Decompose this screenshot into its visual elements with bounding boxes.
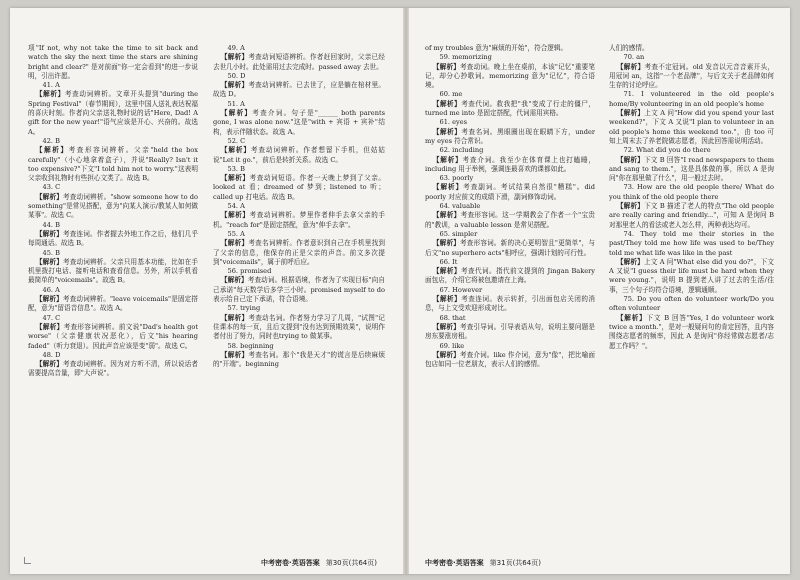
page-footer-right bbox=[425, 558, 541, 568]
analysis-label: 【解析】 bbox=[220, 350, 249, 359]
answer-column-3 bbox=[425, 44, 595, 556]
answer-number: 71. I volunteered in the old people's home/By volunteering in an old people's home bbox=[609, 90, 774, 108]
answer-number: 44. B bbox=[42, 220, 60, 229]
explanation-paragraph: 【解析】考查动词辨析。"leave voicemails"是固定搭配，意为"留语音信息"。故选 A。 bbox=[28, 295, 198, 313]
crop-mark bbox=[24, 557, 31, 564]
answer-number: 58. beginning bbox=[227, 341, 274, 350]
explanation-paragraph: 【解析】考查动词。晚上坐在桌前，本该"记忆"重要笔记，却分心抄歌词。memorizing 意为"记忆"，符合语境。 bbox=[425, 62, 595, 90]
explanation-paragraph: 【解析】上文 A 问"What else did you do?"，下文 A 又说"I guess their life must be hard when they were young."，说明 B 提到老人讲了过去的生活/往事，三个句子均符合语境，逻辑通顺。 bbox=[609, 257, 774, 294]
analysis-label: 【解析】 bbox=[432, 239, 461, 248]
analysis-label: 【解析】 bbox=[616, 62, 645, 71]
answer-number: 51. A bbox=[227, 99, 245, 108]
explanation-paragraph: 【解析】考查动词。根据语境，作者为了实现目标"向自己承诺"每天数学后多学三小时。promised myself to do 表示给自己定下承诺，符合语境。 bbox=[213, 276, 385, 304]
right-page bbox=[409, 8, 790, 574]
explanation-paragraph: 【解析】考查副词。考试结果自然很"糟糕"。did poorly 对应前文的成绩下滑，副词修饰动词。 bbox=[425, 183, 595, 201]
answer-number: 43. C bbox=[42, 183, 61, 192]
explanation-paragraph: 【解析】考查动词辨析。已去世了，应是躺在棺材里。故选 D。 bbox=[213, 81, 385, 99]
answer-number: 56. promised bbox=[227, 267, 272, 276]
analysis-label: 【解析】 bbox=[220, 313, 249, 322]
answer-number: 62. including bbox=[439, 146, 484, 155]
explanation-paragraph: 【解析】上文 A 问"How did you spend your last weekend?"，下文 A 又说"I plan to volunteer in an old people's home this weekend too."，由 too 可知上周末去了养老院做志愿者，因此回答需说明活动。 bbox=[609, 109, 774, 145]
answer-column-1 bbox=[28, 44, 198, 556]
explanation-paragraph: 【解析】考查动词辨析。文章开头提到"during the Spring Festival"（春节期间），这里中国人送礼表达祝福的喜庆时刻。作者向父亲送礼物时说的话"Here, Dad! A gift for the new year!"语气应该是开心、兴奋的。故选 A。 bbox=[28, 90, 198, 136]
explanation-paragraph: 【解析】考查形容词辨析。前文说"Dad's health got worse"（父亲健康状况恶化），后文"his hearing faded"（听力衰退）。因此声音应该是变"弱"。故选 C。 bbox=[28, 322, 198, 350]
explanation-paragraph: 人们的感情。 bbox=[609, 44, 649, 52]
analysis-label: 【解析】 bbox=[432, 62, 461, 71]
analysis-label: 【解析】 bbox=[35, 322, 64, 331]
explanation-paragraph: 【解析】考查引导词。引导表语从句，说明主要问题是房东要涨房租。 bbox=[425, 322, 595, 341]
answer-number: 42. B bbox=[42, 136, 60, 145]
answer-number: 74. They told me their stories in the past/They told me how life was used to be/They told me what life was like in the past bbox=[609, 229, 774, 257]
analysis-label: 【解析】 bbox=[616, 155, 644, 164]
answer-number: 50. D bbox=[227, 71, 246, 80]
analysis-label: 【解析】 bbox=[220, 211, 250, 220]
answer-number: 75. Do you often do volunteer work/Do you often volunteer bbox=[609, 295, 774, 313]
answer-number: 59. memorizing bbox=[439, 53, 492, 62]
analysis-label: 【解析】 bbox=[35, 229, 63, 238]
analysis-label: 【解析】 bbox=[220, 109, 253, 118]
answer-number: 61. eyes bbox=[439, 118, 468, 127]
answer-number: 66. It bbox=[439, 257, 458, 266]
analysis-label: 【解析】 bbox=[220, 276, 248, 285]
left-page bbox=[10, 8, 403, 574]
explanation-paragraph: 【解析】考查不定冠词。old 发音以元音音素开头，用冠词 an，这指"一个老品牌"，与后文关于老品牌如何生存的讨论呼应。 bbox=[609, 62, 774, 90]
explanation-paragraph: 【解析】下文 B 回答"I read newspapers to them and sang to them."，这是具体做的事，所以 A 是询问"你在那里做了什么"，用一般过去时。 bbox=[609, 155, 774, 183]
answer-column-2 bbox=[213, 44, 385, 556]
answer-number: 63. poorly bbox=[439, 174, 474, 183]
answer-number: 53. B bbox=[227, 164, 245, 173]
explanation-paragraph: 项"If not, why not take the time to sit back and watch the sky the next time the stars are shining bright and clear?" 是对前面"你一定会看到"的进一步说明，引出许愿。 bbox=[28, 44, 198, 80]
footer-title: 中考密卷·英语答案 bbox=[425, 559, 484, 567]
explanation-paragraph: 【解析】考查动词短语。作者一天晚上梦到了父亲。looked at 看；dreamed of 梦到；listened to 听；called up 打电话。故选 B。 bbox=[213, 174, 385, 201]
analysis-label: 【解析】 bbox=[432, 295, 462, 304]
explanation-paragraph: 【解析】考查介词。我至少在体育课上也打瞌睡，including 用于举例，强调连最喜欢的课都如此。 bbox=[425, 155, 595, 173]
analysis-label: 【解析】 bbox=[432, 127, 462, 136]
analysis-label: 【解析】 bbox=[616, 257, 644, 266]
answer-number: 55. A bbox=[227, 229, 245, 238]
analysis-label: 【解析】 bbox=[35, 90, 65, 99]
analysis-label: 【解析】 bbox=[220, 239, 249, 248]
page-footer-left bbox=[261, 558, 377, 568]
analysis-label: 【解析】 bbox=[35, 257, 63, 266]
analysis-label: 【解析】 bbox=[432, 211, 461, 220]
answer-number: 52. C bbox=[227, 136, 246, 145]
explanation-paragraph: 【解析】考查动名词。作者努力学习了几周，"试图"记住课本的每一页，且后文提到"没有达到预期效果"，说明作者付出了努力，同时也trying to 做某事。 bbox=[213, 313, 385, 341]
analysis-label: 【解析】 bbox=[35, 146, 69, 155]
answer-number: 64. valuable bbox=[439, 202, 481, 211]
explanation-paragraph: 【解析】考查形容词辨析。父亲"held the box carefully"（小心地拿着盒子），并说"Really? Isn't it too expensive?"下文"I told him not to worry."这表明父亲收到礼物时有些担心文类了。故选 B。 bbox=[28, 146, 198, 183]
answer-number: 69. like bbox=[439, 341, 465, 350]
analysis-label: 【解析】 bbox=[432, 99, 462, 108]
analysis-label: 【解析】 bbox=[432, 183, 464, 192]
answer-number: 67. However bbox=[439, 285, 483, 294]
answer-number: 65. simpler bbox=[439, 229, 478, 238]
analysis-label: 【解析】 bbox=[432, 267, 461, 276]
footer-page-number: 第31页(共64页) bbox=[489, 559, 541, 567]
explanation-paragraph: 【解析】考查介词。句子是"______ both parents gone, I was alone now."这是"with + 宾语 + 宾补"结构，表示伴随状态。故选 A。 bbox=[213, 109, 385, 136]
explanation-paragraph: 【解析】下文 B 描述了老人的特点"The old people are really caring and friendly..."，可知 A 是询问 B 对那里老人的看法或老人怎么样，两种表达均可。 bbox=[609, 202, 774, 229]
footer-page-number: 第30页(共64页) bbox=[325, 559, 377, 567]
explanation-paragraph: 【解析】考查动词辨析。因为对方听不清，所以说话者需要提高音量，即"大声说"。 bbox=[28, 360, 198, 378]
answer-number: 48. D bbox=[42, 350, 61, 359]
answer-number: 47. C bbox=[42, 313, 61, 322]
analysis-label: 【解析】 bbox=[432, 350, 460, 359]
answer-number: 41. A bbox=[42, 81, 60, 90]
explanation-paragraph: 【解析】考查动词辨析。"show someone how to do something"是常见搭配，意为"向某人演示/教某人如何做某事"。故选 C。 bbox=[28, 192, 198, 220]
explanation-paragraph: 【解析】考查动词辨析。作者想留下手机，但姑姑说"Let it go."，前后是转折关系。故选 C。 bbox=[213, 146, 385, 164]
explanation-paragraph: 【解析】考查动词辨析。梦里作者伸手去拿父亲的手机。"reach for"是固定搭配，意为"伸手去拿"。 bbox=[213, 211, 385, 229]
answer-number: 54. A bbox=[227, 202, 245, 211]
explanation-paragraph: 【解析】考查介词。like 作介词，意为"像"，把比喻面包店如同一位老朋友，表示人们的感情。 bbox=[425, 350, 595, 369]
analysis-label: 【解析】 bbox=[220, 53, 249, 62]
footer-title: 中考密卷·英语答案 bbox=[261, 559, 320, 567]
answer-number: 45. B bbox=[42, 248, 60, 257]
analysis-label: 【解析】 bbox=[432, 155, 463, 164]
document-spread bbox=[10, 8, 790, 574]
analysis-label: 【解析】 bbox=[35, 192, 63, 201]
analysis-label: 【解析】 bbox=[220, 146, 251, 155]
analysis-label: 【解析】 bbox=[35, 360, 63, 369]
explanation-paragraph: of my troubles 意为"麻烦的开始"，符合逻辑。 bbox=[425, 44, 568, 52]
analysis-label: 【解析】 bbox=[616, 202, 645, 211]
answer-column-4 bbox=[609, 44, 774, 556]
analysis-label: 【解析】 bbox=[220, 174, 250, 183]
analysis-label: 【解析】 bbox=[35, 295, 63, 304]
explanation-paragraph: 【解析】考查代词。指代前文提到的 Jingan Bakery 面包店，介绍它将被包邀请在上海。 bbox=[425, 267, 595, 285]
answer-number: 68. that bbox=[439, 313, 466, 322]
explanation-paragraph: 【解析】考查动词辨析。父亲只用基本功能，比如在手机里拨打电话、接听电话和查看信息。另外，所以手机看最简单的"voicemails"。故选 B。 bbox=[28, 257, 198, 285]
answer-number: 49. A bbox=[227, 44, 245, 52]
explanation-paragraph: 【解析】考查名词。黑眼圈出现在眼睛下方，under my eyes 符合常识。 bbox=[425, 127, 595, 145]
answer-number: 72. What did you do there bbox=[623, 146, 711, 155]
answer-number: 57. trying bbox=[227, 304, 261, 313]
answer-number: 73. How are the old people there/ What do you think of the old people there bbox=[609, 183, 774, 201]
explanation-paragraph: 【解析】考查名词。那个"我是天才"的谎言是后续麻烦的"开端"。beginning bbox=[213, 350, 385, 369]
explanation-paragraph: 【解析】考查名词辨析。作者意识到自己在手机里找到了父亲的信息，他保存的正是父亲的声音。前文多次提到"voicemails"，属于前呼后应。 bbox=[213, 239, 385, 266]
answer-number: 60. me bbox=[439, 90, 463, 99]
explanation-paragraph: 【解析】考查形容词。新的决心更明智且"更简单"，与后文"no superhero acts"相呼应，强调计划的可行性。 bbox=[425, 239, 595, 257]
answer-number: 70. an bbox=[623, 53, 645, 62]
analysis-label: 【解析】 bbox=[616, 313, 647, 322]
analysis-label: 【解析】 bbox=[432, 322, 460, 331]
explanation-paragraph: 【解析】考查连词。作者握去外地工作之后，他们几乎每周通话。故选 B。 bbox=[28, 229, 198, 248]
explanation-paragraph: 【解析】考查动词短语辨析。作者赶回家时，父亲已经去世几小时。此处需用过去完成时。passed away 去世。 bbox=[213, 53, 385, 71]
explanation-paragraph: 【解析】考查形容词。这一学期教会了作者一个"宝贵的"教训，a valuable lesson 是常见搭配。 bbox=[425, 211, 595, 229]
analysis-label: 【解析】 bbox=[220, 81, 249, 90]
explanation-paragraph: 【解析】考查代词。救我把"我"变成了行走的僵尸，turned me into 是固定搭配，代词需用宾格。 bbox=[425, 99, 595, 118]
explanation-paragraph: 【解析】考查连词。表示转折，引出面包店关闭的消息，与上文受欢迎形成对比。 bbox=[425, 295, 595, 313]
answer-number: 46. A bbox=[42, 285, 60, 294]
explanation-paragraph: 【解析】下文 B 回答"Yes, I do volunteer work twice a month."，是对一般疑问句的肯定回答，且内容围绕志愿者的频率，因此 A 是询问"你经常做志愿者/志愿工作吗？"。 bbox=[609, 313, 774, 350]
analysis-label: 【解析】 bbox=[616, 109, 645, 118]
